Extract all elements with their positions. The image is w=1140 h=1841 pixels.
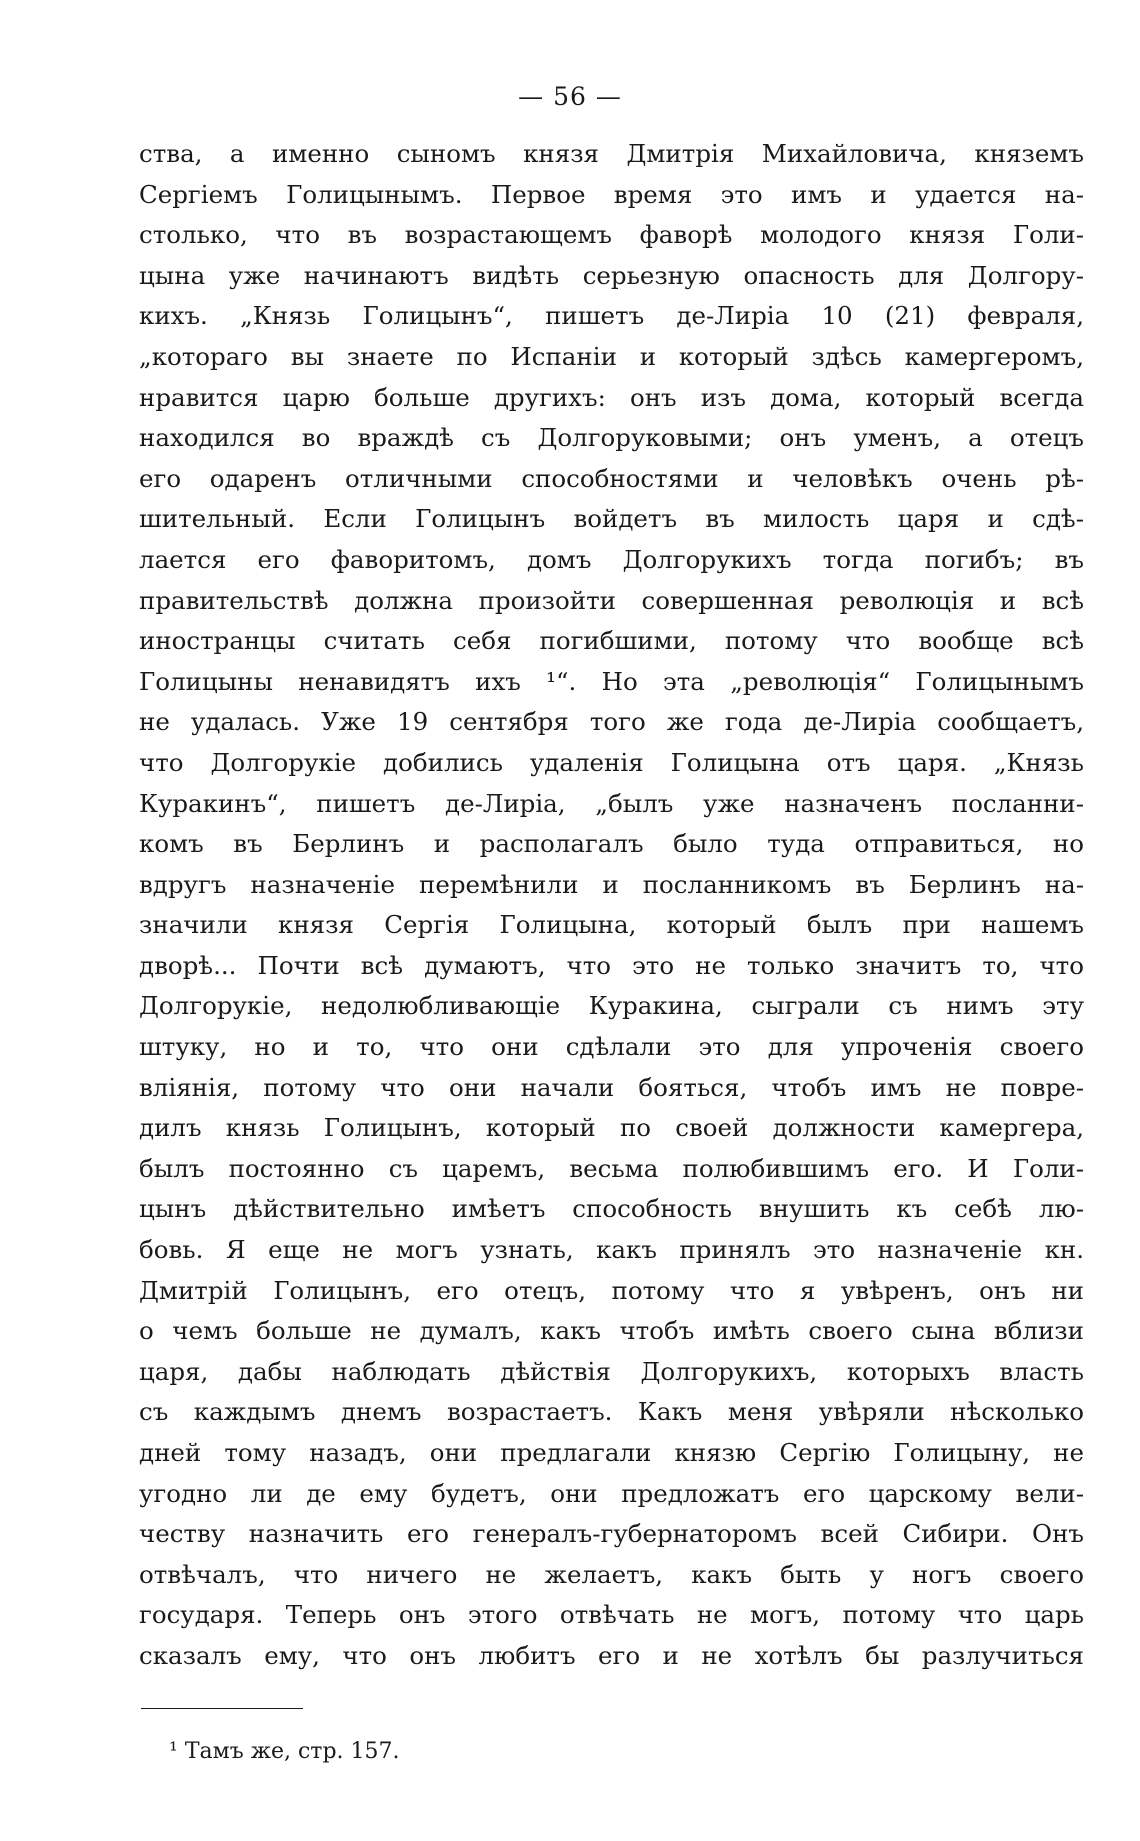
text-line: Голицыны ненавидятъ ихъ ¹“. Но эта „революція“ Голицынымъ [139, 666, 1084, 696]
text-line: Долгорукіе, недолюбливающіе Куракина, сыграли съ нимъ эту [139, 991, 1084, 1021]
text-line: находился во враждѣ съ Долгоруковыми; онъ уменъ, а отецъ [139, 423, 1084, 453]
text-line: его одаренъ отличными способностями и человѣкъ очень рѣ- [139, 463, 1084, 493]
text-line: дворѣ... Почти всѣ думаютъ, что это не только значитъ то, что [139, 950, 1084, 980]
text-line: бовь. Я еще не могъ узнать, какъ принялъ это назначеніе кн. [139, 1235, 1084, 1265]
footnote: ¹ Тамъ же, стр. 157. [169, 1739, 400, 1764]
text-line: честву назначить его генералъ-губернаторомъ всей Сибири. Онъ [139, 1519, 1084, 1549]
text-line: кихъ. „Князь Голицынъ“, пишетъ де-Лиріа 10 (21) февраля, [139, 301, 1084, 331]
text-line: Сергіемъ Голицынымъ. Первое время это имъ и удается на- [139, 179, 1084, 209]
text-line: лается его фаворитомъ, домъ Долгорукихъ тогда погибъ; въ [139, 544, 1084, 574]
text-line: ства, а именно сыномъ князя Дмитрія Михайловича, княземъ [139, 139, 1084, 168]
text-line: не удалась. Уже 19 сентября того же года де-Лиріа сообщаетъ, [139, 707, 1084, 737]
text-line: цына уже начинаютъ видѣть серьезную опасность для Долгору- [139, 260, 1084, 290]
page-number: — 56 — [518, 82, 622, 111]
text-line: царя, дабы наблюдать дѣйствія Долгорукихъ, которыхъ власть [139, 1356, 1084, 1386]
text-line: Куракинъ“, пишетъ де-Лиріа, „былъ уже назначенъ посланни- [139, 788, 1084, 818]
text-line: съ каждымъ днемъ возрастаетъ. Какъ меня увѣряли нѣсколько [139, 1397, 1084, 1427]
text-line: столько, что въ возрастающемъ фаворѣ молодого князя Голи- [139, 220, 1084, 250]
text-line: отвѣчалъ, что ничего не желаетъ, какъ быть у ногъ своего [139, 1559, 1084, 1589]
text-line: правительствѣ должна произойти совершенная революція и всѣ [139, 585, 1084, 615]
text-line: вдругъ назначеніе перемѣнили и посланникомъ въ Берлинъ на- [139, 869, 1084, 899]
text-line: вліянія, потому что они начали бояться, чтобъ имъ не повре- [139, 1072, 1084, 1102]
text-line: нравится царю больше другихъ: онъ изъ дома, который всегда [139, 382, 1084, 412]
text-line: „котораго вы знаете по Испаніи и который здѣсь камергеромъ, [139, 341, 1084, 371]
text-line: что Долгорукіе добились удаленія Голицына отъ царя. „Князь [139, 747, 1084, 777]
text-line: штуку, но и то, что они сдѣлали это для упроченія своего [139, 1032, 1084, 1062]
body-text [139, 134, 1084, 1677]
text-line: сказалъ ему, что онъ любитъ его и не хотѣлъ бы разлучиться [139, 1640, 1084, 1670]
text-line: значили князя Сергія Голицына, который былъ при нашемъ [139, 910, 1084, 940]
text-line: комъ въ Берлинъ и располагалъ было туда отправиться, но [139, 829, 1084, 859]
text-line: Дмитрій Голицынъ, его отецъ, потому что я увѣренъ, онъ ни [139, 1275, 1084, 1305]
text-line: иностранцы считать себя погибшими, потому что вообще всѣ [139, 626, 1084, 656]
text-line: шительный. Если Голицынъ войдетъ въ милость царя и сдѣ- [139, 504, 1084, 534]
text-line: дней тому назадъ, они предлагали князю Сергію Голицыну, не [139, 1438, 1084, 1467]
footnote-divider [141, 1708, 303, 1709]
text-line: о чемъ больше не думалъ, какъ чтобъ имѣть своего сына вблизи [139, 1316, 1084, 1346]
text-line: государя. Теперь онъ этого отвѣчать не могъ, потому что царь [139, 1600, 1084, 1630]
text-line: угодно ли де ему будетъ, они предложатъ его царскому вели- [139, 1478, 1084, 1508]
text-line: былъ постоянно съ царемъ, весьма полюбившимъ его. И Голи- [139, 1153, 1084, 1183]
text-line: дилъ князь Голицынъ, который по своей должности камергера, [139, 1113, 1084, 1143]
text-line: цынъ дѣйствительно имѣетъ способность внушить къ себѣ лю- [139, 1194, 1084, 1224]
